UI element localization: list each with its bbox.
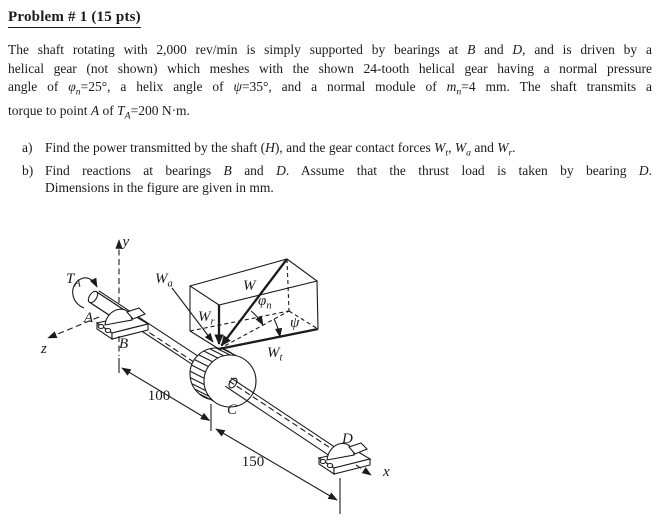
angle-psi-arc (274, 319, 280, 337)
item-b-marker: b) (22, 162, 34, 178)
bolt-hole (327, 464, 332, 468)
bearing-d-label: D (342, 431, 353, 447)
torque-ta-label: $T_A$ (66, 271, 81, 290)
bolt-hole (105, 329, 110, 333)
force-wr-label: $W_r$ (198, 309, 215, 328)
item-b-text-2: Dimensions in the figure are given in mm. (45, 180, 274, 196)
angle-phi-label: $\varphi_n$ (258, 293, 272, 312)
bearing-b-label: B (119, 336, 129, 352)
dimension-cd-value: 150 (241, 454, 265, 470)
axis-z-label: z (41, 341, 47, 357)
item-a-text: Find the power transmitted by the shaft (H), and the gear contact forces $W_t$, $W_a$ and $W_r$. (45, 139, 516, 159)
statement-line-1: The shaft rotating with 2,000 rev/min is simply supported by bearings at B and D, and is driven by a (8, 42, 652, 57)
statement-line-3: angle of $\varphi_n=25^\circ$, a helix angle of ψ=35°, and a normal module of $m_n=4$ mm. The shaft transmits a (8, 79, 653, 98)
dimension-bc-value: 100 (147, 388, 171, 404)
force-w-label: W (243, 278, 256, 294)
bearing-d (319, 443, 370, 474)
point-a-label: A (84, 310, 94, 326)
axis-x-label: x (383, 464, 390, 480)
axis-y-label: y (122, 234, 130, 250)
gear (190, 348, 256, 407)
problem-title: Problem # 1 (15 pts) (8, 9, 141, 28)
statement-line-2: helical gear (not shown) which meshes with the shown 24-tooth helical gear having a normal pressure (8, 60, 652, 76)
item-b-text: Find reactions at bearings B and D. Assume that the thrust load is taken by bearing D. (45, 162, 653, 178)
statement-line-4: torque to point A of $T_A=200$ N·m. (8, 103, 190, 123)
bolt-hole (98, 325, 103, 329)
item-a-marker: a) (22, 139, 33, 155)
bolt-hole (320, 460, 325, 464)
force-wa-label: $W_a$ (155, 271, 173, 290)
force-wt-label: $W_t$ (267, 345, 283, 364)
angle-psi-label: ψ (290, 315, 300, 331)
gear-c-label: C (227, 402, 238, 418)
